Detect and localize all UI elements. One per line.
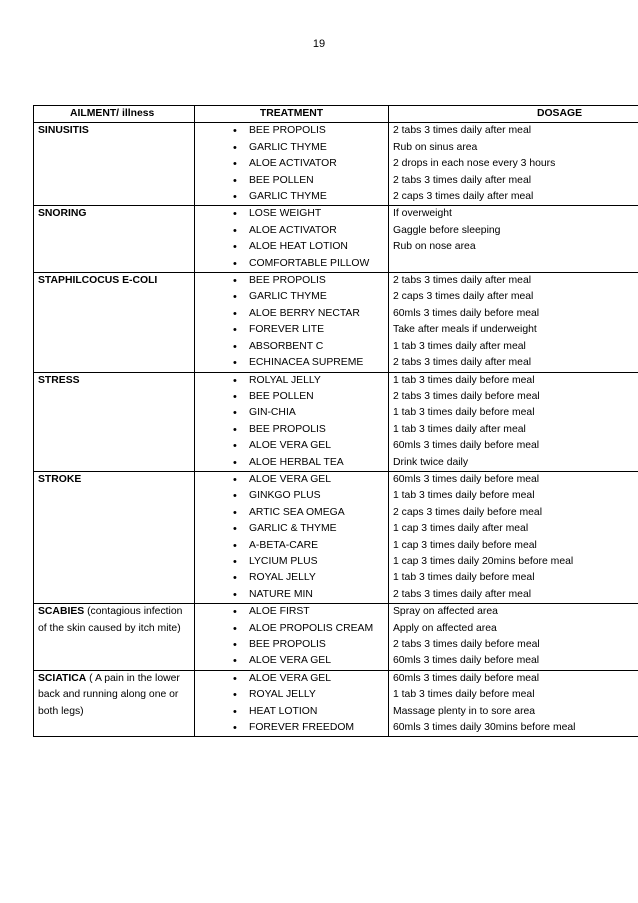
dosage-line: 1 tab 3 times daily before meal: [393, 689, 535, 701]
dosage-line: 2 tabs 3 times daily after meal: [393, 275, 532, 287]
dosage-line: Take after meals if underweight: [393, 324, 537, 336]
treatment-list: [199, 206, 386, 272]
treatment-item: • BEE POLLEN: [233, 389, 386, 405]
ailment-name: STAPHILCOCUS E-COLI: [38, 275, 158, 287]
treatment-list: [199, 123, 386, 205]
dosage-line: Spray on affected area: [393, 606, 498, 618]
ailment-name: SCIATICA: [38, 672, 87, 684]
treatment-list: [199, 604, 386, 670]
dosage-line: 2 caps 3 times daily after meal: [393, 291, 534, 303]
dosage-line: If overweight: [393, 208, 452, 220]
treatment-item: • ALOE VERA GEL: [233, 438, 386, 454]
header-treatment: TREATMENT: [195, 106, 389, 123]
ailment-cell: [34, 273, 195, 372]
treatment-item: • ARTIC SEA OMEGA: [233, 505, 386, 521]
dosage-line: 1 tab 3 times daily after meal: [393, 423, 526, 435]
table-row: [34, 273, 638, 372]
dosage-line: 2 tabs 3 times daily after meal: [393, 174, 532, 186]
treatment-item: • NATURE MIN: [233, 587, 386, 603]
page-number: 19: [312, 38, 326, 50]
ailment-name: STRESS: [38, 374, 80, 386]
treatment-item: • GARLIC THYME: [233, 140, 386, 156]
dosage-line: 2 tabs 3 times daily after meal: [393, 588, 532, 600]
treatment-item: • BEE PROPOLIS: [233, 123, 386, 139]
treatment-item: • ALOE VERA GEL: [233, 472, 386, 488]
table-row: [34, 123, 638, 206]
dosage-cell: [389, 471, 638, 603]
treatment-item: • HEAT LOTION: [233, 704, 386, 720]
treatment-item: • ECHINACEA SUPREME: [233, 355, 386, 371]
dosage-line: 1 tab 3 times daily after meal: [393, 340, 526, 352]
table-row: [34, 206, 638, 273]
dosage-cell: [389, 670, 638, 737]
dosage-line: 2 tabs 3 times daily after meal: [393, 125, 532, 137]
dosage-line: 1 tab 3 times daily before meal: [393, 374, 535, 386]
ailment-cell: [34, 604, 195, 671]
table-row: [34, 670, 638, 737]
table-row: [34, 372, 638, 471]
dosage-line: 1 tab 3 times daily before meal: [393, 407, 535, 419]
dosage-line: 60mls 3 times daily 30mins before meal: [393, 722, 576, 734]
dosage-line: 2 tabs 3 times daily after meal: [393, 357, 532, 369]
treatment-cell: [195, 604, 389, 671]
header-dosage: DOSAGE: [389, 106, 638, 123]
dosage-cell: [389, 123, 638, 206]
treatment-item: • ALOE HERBAL TEA: [233, 455, 386, 471]
dosage-line: Gaggle before sleeping: [393, 224, 501, 236]
dosage-line: 60mls 3 times daily before meal: [393, 473, 540, 485]
treatment-item: • COMFORTABLE PILLOW: [233, 256, 386, 272]
treatment-item: • LOSE WEIGHT: [233, 206, 386, 222]
treatment-item: • ROYAL JELLY: [233, 570, 386, 586]
treatment-item: • ALOE HEAT LOTION: [233, 239, 386, 255]
dosage-line: Drink twice daily: [393, 456, 469, 468]
ailment-name: STROKE: [38, 473, 82, 485]
dosage-cell: [389, 273, 638, 372]
dosage-line: Apply on affected area: [393, 622, 497, 634]
treatment-item: • GARLIC THYME: [233, 289, 386, 305]
ailment-name: SNORING: [38, 208, 87, 220]
ailment-description: (contagious infection of the skin caused by itch mite): [38, 606, 183, 634]
treatment-item: • A-BETA-CARE: [233, 538, 386, 554]
dosage-line: 1 cap 3 times daily 20mins before meal: [393, 555, 574, 567]
treatment-item: • BEE PROPOLIS: [233, 273, 386, 289]
treatment-list: [199, 671, 386, 737]
treatment-item: • FOREVER FREEDOM: [233, 720, 386, 736]
dosage-line: 60mls 3 times daily before meal: [393, 307, 540, 319]
treatment-item: • GARLIC THYME: [233, 189, 386, 205]
table-header-row: [34, 106, 638, 123]
treatment-item: • ROLYAL JELLY: [233, 373, 386, 389]
ailment-cell: [34, 372, 195, 471]
treatment-item: • GINKGO PLUS: [233, 488, 386, 504]
treatment-item: • ALOE VERA GEL: [233, 653, 386, 669]
treatment-list: [199, 273, 386, 371]
remedies-table: [33, 105, 638, 737]
treatment-list: [199, 373, 386, 471]
treatment-item: • ROYAL JELLY: [233, 687, 386, 703]
dosage-line: 60mls 3 times daily before meal: [393, 440, 540, 452]
dosage-line: 2 drops in each nose every 3 hours: [393, 158, 556, 170]
table-row: [34, 471, 638, 603]
dosage-line: 1 cap 3 times daily before meal: [393, 539, 537, 551]
treatment-item: • BEE POLLEN: [233, 173, 386, 189]
treatment-cell: [195, 206, 389, 273]
ailment-name: SCABIES: [38, 606, 85, 618]
dosage-line: 60mls 3 times daily before meal: [393, 655, 540, 667]
dosage-cell: [389, 604, 638, 671]
treatment-cell: [195, 273, 389, 372]
treatment-cell: [195, 123, 389, 206]
treatment-list: [199, 472, 386, 603]
treatment-item: • FOREVER LITE: [233, 322, 386, 338]
treatment-item: • GARLIC & THYME: [233, 521, 386, 537]
treatment-cell: [195, 372, 389, 471]
treatment-item: • BEE PROPOLIS: [233, 637, 386, 653]
ailment-name: SINUSITIS: [38, 125, 89, 137]
dosage-line: Massage plenty in to sore area: [393, 705, 536, 717]
ailment-cell: [34, 206, 195, 273]
treatment-cell: [195, 471, 389, 603]
dosage-line: 2 caps 3 times daily before meal: [393, 506, 543, 518]
dosage-cell: [389, 206, 638, 273]
ailment-cell: [34, 670, 195, 737]
dosage-cell: [389, 372, 638, 471]
dosage-line: 2 caps 3 times daily after meal: [393, 191, 534, 203]
treatment-item: • ALOE FIRST: [233, 604, 386, 620]
dosage-line: 1 tab 3 times daily before meal: [393, 490, 535, 502]
dosage-line: 1 cap 3 times daily after meal: [393, 523, 529, 535]
treatment-item: • LYCIUM PLUS: [233, 554, 386, 570]
dosage-line: 1 tab 3 times daily before meal: [393, 572, 535, 584]
dosage-line: Rub on sinus area: [393, 141, 478, 153]
ailment-description: ( A pain in the lower back and running along one or both legs): [38, 672, 180, 717]
treatment-item: • ALOE VERA GEL: [233, 671, 386, 687]
treatment-item: • GIN-CHIA: [233, 405, 386, 421]
treatment-item: • BEE PROPOLIS: [233, 422, 386, 438]
dosage-line: 2 tabs 3 times daily before meal: [393, 390, 540, 402]
treatment-item: • ALOE PROPOLIS CREAM: [233, 621, 386, 637]
treatment-item: • ALOE ACTIVATOR: [233, 156, 386, 172]
table-body: [34, 123, 638, 737]
ailment-cell: [34, 123, 195, 206]
treatment-cell: [195, 670, 389, 737]
ailment-cell: [34, 471, 195, 603]
dosage-line: 60mls 3 times daily before meal: [393, 672, 540, 684]
treatment-item: • ALOE ACTIVATOR: [233, 223, 386, 239]
dosage-line: 2 tabs 3 times daily before meal: [393, 639, 540, 650]
dosage-line: Rub on nose area: [393, 241, 476, 253]
treatment-item: • ABSORBENT C: [233, 339, 386, 355]
header-ailment: AILMENT/ illness: [34, 106, 195, 123]
table-row: [34, 604, 638, 671]
treatment-item: • ALOE BERRY NECTAR: [233, 306, 386, 322]
